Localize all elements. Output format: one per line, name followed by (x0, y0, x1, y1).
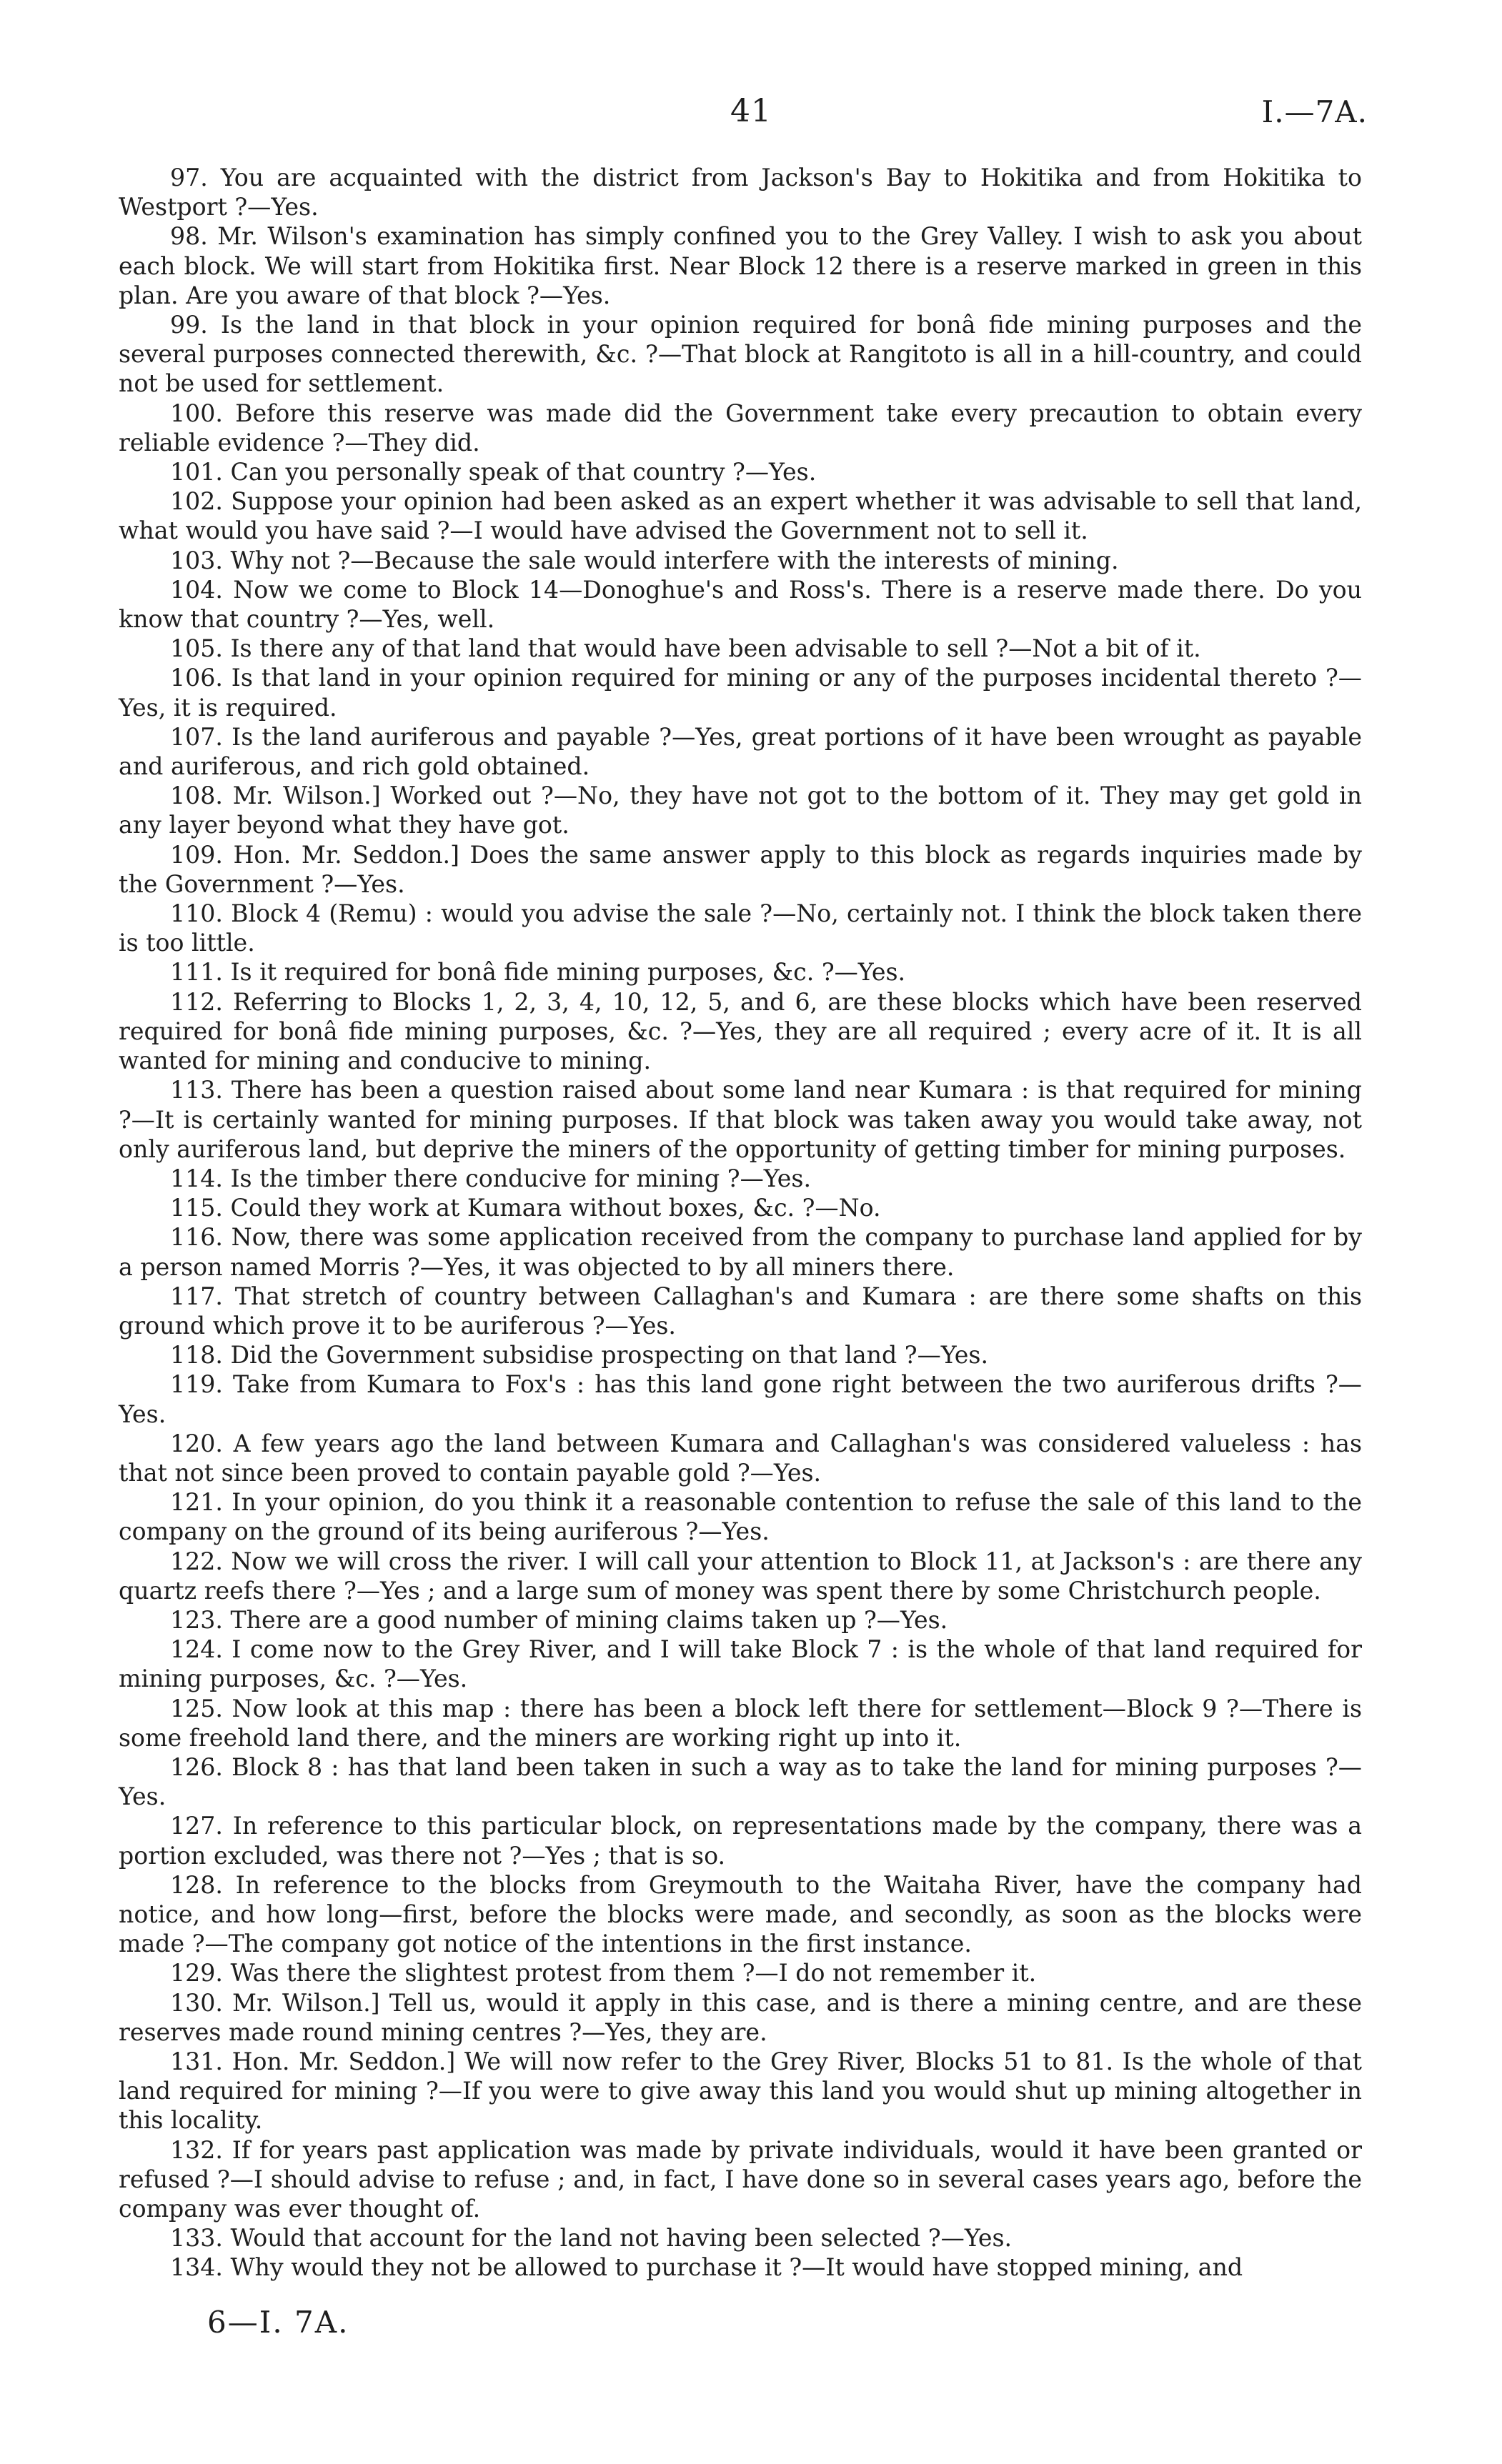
question-124: 124. I come now to the Grey River, and I will take Block 7 : is the whole of that land required for mining purposes, &c. ?—Yes. (119, 1635, 1362, 1693)
question-114: 114. Is the timber there conducive for mining ?—Yes. (170, 1164, 812, 1192)
question-111: 111. Is it required for bonâ fide mining purposes, &c. ?—Yes. (170, 958, 906, 987)
question-121: 121. In your opinion, do you think it a reasonable contention to refuse the sale of this land to the company on the ground of its being auriferous ?—Yes. (119, 1488, 1362, 1546)
question-126: 126. Block 8 : has that land been taken in such a way as to take the land for mining purposes ?—Yes. (119, 1752, 1362, 1811)
question-98: 98. Mr. Wilson's examination has simply confined you to the Grey Valley. I wish to ask you about each block. We will start from Hokitika first. Near Block 12 there is a reserve marked in green in this plan. Are you aware of that block ?—Yes. (119, 222, 1362, 309)
question-105: 105. Is there any of that land that would have been advisable to sell ?—Not a bit of it. (170, 634, 1201, 663)
question-125: 125. Now look at this map : there has been a block left there for settlement—Block 9 ?—There is some freehold land there, and the miners are working right up into it. (119, 1694, 1362, 1752)
question-130: 130. Mr. Wilson.] Tell us, would it apply in this case, and is there a mining centre, and are these reserves made round mining centres ?—Yes, they are. (119, 1988, 1362, 2046)
question-117: 117. That stretch of country between Callaghan's and Kumara : are there some shafts on this ground which prove it to be auriferous ?—Yes. (119, 1282, 1362, 1340)
question-129: 129. Was there the slightest protest from them ?—I do not remember it. (170, 1959, 1037, 1987)
question-102: 102. Suppose your opinion had been asked as an expert whether it was advisable to sell that land, what would you have said ?—I would have advised the Government not to sell it. (119, 487, 1362, 545)
question-109: 109. Hon. Mr. Seddon.] Does the same answer apply to this block as regards inquiries made by the Government ?—Yes. (119, 840, 1362, 898)
question-97: 97. You are acquainted with the district from Jackson's Bay to Hokitika and from Hokitika to Westport ?—Yes. (119, 164, 1362, 221)
question-132: 132. If for years past application was made by private individuals, would it have been granted or refused ?—I should advise to refuse ; and, in fact, I have done so in several cases years ago, before the company was ever thought of. (119, 2135, 1362, 2223)
question-123: 123. There are a good number of mining claims taken up ?—Yes. (170, 1605, 948, 1634)
evidence-body (119, 163, 1362, 2283)
question-101: 101. Can you personally speak of that country ?—Yes. (170, 458, 817, 487)
question-106: 106. Is that land in your opinion required for mining or any of the purposes incidental thereto ?—Yes, it is required. (119, 664, 1362, 722)
question-110: 110. Block 4 (Remu) : would you advise the sale ?—No, certainly not. I think the block taken there is too little. (119, 899, 1362, 957)
signature-mark: 6—I. 7A. (207, 2305, 349, 2340)
question-107: 107. Is the land auriferous and payable ?—Yes, great portions of it have been wrought as payable and auriferous, and rich gold obtained. (119, 722, 1362, 781)
question-134: 134. Why would they not be allowed to purchase it ?—It would have stopped mining, and (170, 2253, 1243, 2282)
question-115: 115. Could they work at Kumara without boxes, &c. ?—No. (170, 1194, 881, 1222)
question-120: 120. A few years ago the land between Kumara and Callaghan's was considered valueless : has that not since been proved to contain payable gold ?—Yes. (119, 1429, 1362, 1487)
page-reference: I.—7A. (1261, 94, 1368, 129)
question-127: 127. In reference to this particular block, on representations made by the company, there was a portion excluded, was there not ?—Yes ; that is so. (119, 1812, 1362, 1870)
question-112: 112. Referring to Blocks 1, 2, 3, 4, 10, 12, 5, and 6, are these blocks which have been reserved required for bonâ fide mining purposes, &c. ?—Yes, they are all required ; every acre of it. It is all wanted for mining and conducive to mining. (119, 987, 1362, 1075)
question-131: 131. Hon. Mr. Seddon.] We will now refer to the Grey River, Blocks 51 to 81. Is the whole of that land required for mining ?—If you were to give away this land you would shut up mining altogether in this locality. (119, 2047, 1362, 2135)
question-133: 133. Would that account for the land not having been selected ?—Yes. (170, 2224, 1013, 2253)
question-119: 119. Take from Kumara to Fox's : has this land gone right between the two auriferous drifts ?—Yes. (119, 1370, 1362, 1428)
question-99: 99. Is the land in that block in your opinion required for bonâ fide mining purposes and the several purposes connected therewith, &c. ?—That block at Rangitoto is all in a hill-country, and could not be used for settlement. (119, 311, 1362, 398)
question-116: 116. Now, there was some application received from the company to purchase land applied for by a person named Morris ?—Yes, it was objected to by all miners there. (119, 1223, 1362, 1281)
question-104: 104. Now we come to Block 14—Donoghue's and Ross's. There is a reserve made there. Do you know that country ?—Yes, well. (119, 575, 1362, 634)
question-108: 108. Mr. Wilson.] Worked out ?—No, they have not got to the bottom of it. They may get gold in any layer beyond what they have got. (119, 782, 1362, 839)
question-118: 118. Did the Government subsidise prospecting on that land ?—Yes. (170, 1341, 989, 1370)
question-103: 103. Why not ?—Because the sale would interfere with the interests of mining. (170, 546, 1119, 574)
question-100: 100. Before this reserve was made did the Government take every precaution to obtain every reliable evidence ?—They did. (119, 399, 1362, 457)
question-113: 113. There has been a question raised about some land near Kumara : is that required for mining ?—It is certainly wanted for mining purposes. If that block was taken away you would take away, not only auriferous land, but deprive the miners of the opportunity of getting timber for mining purposes. (119, 1076, 1362, 1163)
page-number: 41 (730, 93, 772, 129)
question-128: 128. In reference to the blocks from Greymouth to the Waitaha River, have the company had notice, and how long—first, before the blocks were made, and secondly, as soon as the blocks were made ?—The company got notice of the intentions in the first instance. (119, 1870, 1362, 1958)
question-122: 122. Now we will cross the river. I will call your attention to Block 11, at Jackson's : are there any quartz reefs there ?—Yes ; and a large sum of money was spent there by some Christchurch people. (119, 1547, 1362, 1605)
